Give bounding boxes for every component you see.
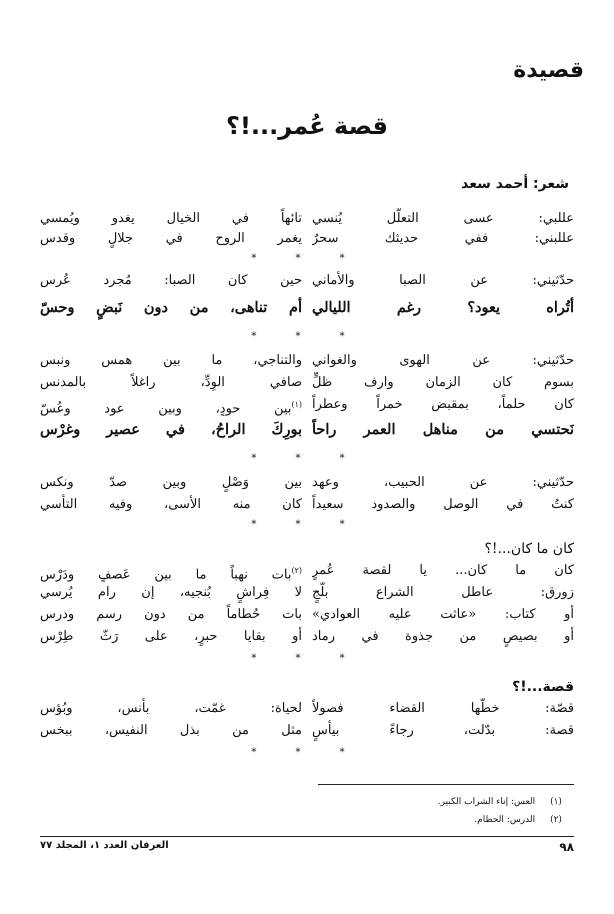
verse-second-hemistich: صافي الوِدِّ، راغلاً بالمدنس [40,375,302,390]
footnote-number: (١) [550,797,562,807]
verse-second-hemistich: بات حُطاماً من دون رسم ودرس [40,607,302,622]
separator: * * * [251,253,363,264]
verse-first-hemistich: أتُراه يعود؟ رغم الليالي [312,299,574,316]
verse [40,720,574,742]
footnote-number: (٢) [550,815,562,825]
footnote [194,794,574,810]
footnote-marker: (١) [291,400,302,409]
page-number: ٩٨ [559,840,574,854]
verse-first-hemistich: قصة: بدّلت، رجاءً بيأسٍ [312,723,574,738]
verse-first-hemistich: بسوم كان الزمان وارف ظلٍّ [312,375,574,390]
verse [40,228,574,250]
verse-first-hemistich: نَحتسي من مناهل العمر راحاً [312,421,574,438]
verse-first-hemistich: حدّثيني: عن الهوى والغواني [312,353,574,368]
verse-second-hemistich-text: بات نهباً ما بين عَصفٍ ودَرْس [40,567,292,582]
verse-second-hemistich: حين كان الصبا: مُجرد عُرس [40,273,302,288]
verse-second-hemistich [40,394,302,416]
verse-first-hemistich: كنتُ في الوصل والصدود سعيداً [312,497,574,512]
verse-second-hemistich: بورِكَ الراحُ، في عصير وغرْس [40,421,302,438]
poet-name: شعر: أحمد سعد [461,176,569,192]
verse-second-hemistich: كان منه الأسى، وفيه التأسي [40,497,302,512]
footnote-rule [318,784,574,785]
verse-first-hemistich: أو كتاب: «عاثت عليه العوادي» [312,607,574,622]
verse [40,626,574,648]
verse [40,582,574,604]
separator: * * * [251,453,363,464]
verse-second-hemistich: يغمر الروح في جلالٍ وقدس [40,231,302,246]
verse [40,418,574,440]
verse-first-hemistich: أو بصيصٍ من جذوة في رماد [312,629,574,644]
verse [40,472,574,494]
verse-second-hemistich: لا فِراشٍ بُنجيه، إن رام يُرسي [40,585,302,600]
verse [40,698,574,720]
verse [40,604,574,626]
verse-second-hemistich: تائهاً في الخيال يغدو ويُمسي [40,211,302,226]
verse-first-hemistich: كان ما كان... يا لقصة عُمرٍ [312,563,574,578]
footnote-text: الدرس: الحطام. [474,815,536,825]
verse [40,350,574,372]
verse-first-hemistich: زورق: عاطل الشراع بلُّجٍ [312,585,574,600]
separator: * * * [251,747,363,758]
verse-first-hemistich: كان حلماً، بمقبض خمراً وعطراً [312,397,574,412]
footnote-text: العس: إناء الشراب الكبير. [437,797,536,807]
verse-first-hemistich: عللبني: ففي حديثك سحرٌ [312,231,574,246]
separator: * * * [251,331,363,342]
footnote [194,812,574,828]
verse [40,494,574,516]
separator: * * * [251,653,363,664]
verse-second-hemistich: أو بقايا حبرٍ، على رَثّ طِرْس [40,629,302,644]
separator: * * * [251,519,363,530]
verse [40,296,574,318]
footer-rule [40,836,574,837]
poem-title: قصة عُمر...!؟ [226,112,388,140]
verse [40,372,574,394]
verse-second-hemistich [40,560,302,582]
verse [40,560,574,582]
verse-second-hemistich: لحياة: غمّت، بأُنس، وبُؤس [40,701,302,716]
stanza-heading: قصة...!؟ [512,679,574,695]
verse-first-hemistich: حدّثيني: عن الحبيب، وعهد [312,475,574,490]
verse-second-hemistich: أم تناهى، من دون نَبضٍ وحسّ [40,299,302,316]
footnote-marker: (٢) [291,566,302,575]
verse [40,394,574,416]
verse [40,270,574,292]
verse [40,208,574,230]
section-label: قصيدة [513,58,584,83]
verse-first-hemistich: قصّة: خطّها القضاء فصولاً [312,701,574,716]
verse-second-hemistich: مثل من بذل النفيس، ببخس [40,723,302,738]
stanza-heading: كان ما كان...!؟ [484,541,574,557]
journal-info: العرفان العدد ١، المجلد ٧٧ [40,840,169,851]
verse-second-hemistich-text: بين حودٍ، وبين عود وعُسّ [40,401,292,416]
verse-first-hemistich: عللبي: عسى التعلّل يُنسي [312,211,574,226]
verse-first-hemistich: حدّثيني: عن الصبا والأماني [312,273,574,288]
verse-second-hemistich: والتناجي، ما بين همس ونبس [40,353,302,368]
verse-second-hemistich: بين وَصْلٍ وبين صدّ ونكس [40,475,302,490]
